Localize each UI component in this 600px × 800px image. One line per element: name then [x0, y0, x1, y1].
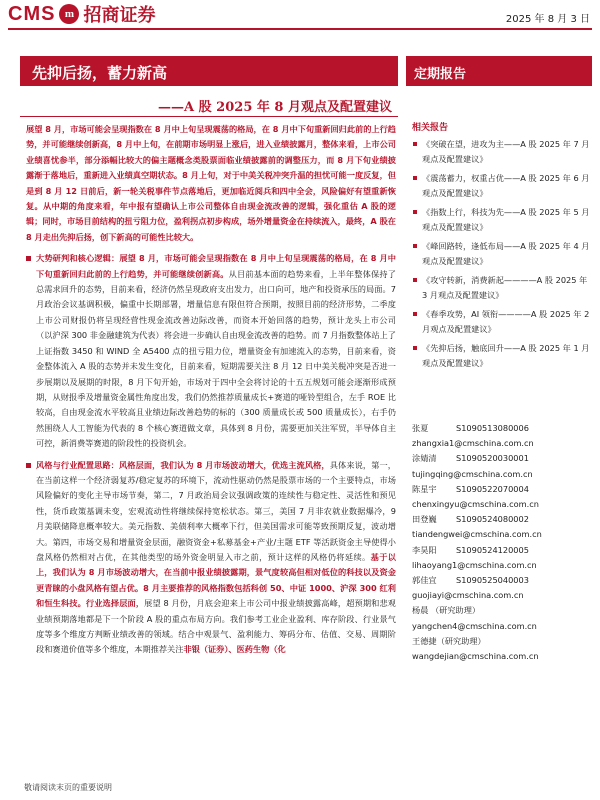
subtitle-divider — [20, 116, 398, 117]
style-recommend: 基于以上，我们认为 8 月市场波动增大，在当前中报业绩披露期，景气度较高但相对低位的科技以及资金更青睐的小盘风格有望占优。8 月主要推荐的风格指数包括科创 50、中证 1000、沪深 300 红利和恒生科技。行业选择层面， — [36, 551, 396, 609]
analyst-email[interactable]: wangdejian@cmschina.com.cn — [412, 651, 539, 662]
trend-body: 从目前基本面的趋势来看，上半年整体保持了总需求回升的态势，目前来看，经济仍然呈现政府支出发力，出口向可，地产和投资承压的局面。7 月政治会议基调积极，偏重中长期部署，增量信息有限但符合预期，按照目前的经济形势，二季度上市公司财报仍将呈现经营性现金流改善边际改善，而资本开始回落的趋势，预计龙头上市公司（以沪深 300 非金融建筑为代表）将会进一步确认自由现金流改善的趋势。而 7 月指数整体站上了上证指数 3450 和 WIND 全 A5400 点的扭亏阻力位，增量资金有加速流入的态势，目前来看，资金整体流入 A 股的态势并未发生变化，目前来看，短期需要关注 8 月 12 日中美关税冲突是否进一步展期以及展期的时限，8 月下旬开始，市场对于四中全会将讨论的十五五规划可能会逐渐形成预期，从财报季及增量资金属性角度出发，我们仍然推荐质量成长+赛道的哑铃型组合，左手 ROE 比较高，自由现金流水平较高且业绩边际改善趋势的标的（300 质量成长或 500 质量成长），右手仍然围绕人人工智能为代表的 8 个核心赛道做文章，具体到 8 月份，需要更加关注军贸，半导体自主可控，新消费等赛道的阶段性的投资机会。 — [36, 268, 396, 449]
logo-text: CMS — [8, 2, 56, 25]
analyst-name: 陈星宇 — [412, 483, 437, 494]
style-body: 具体来说，第一，在当前这样一个经济弱复苏/稳定复苏的环境下，流动性驱动仍然是股票市场的一个主要特点，市场风险偏好的变化主导市场节奏，第二，7 月政治局会议强调政策的连续性与稳定性、灵活性和预见性，货币政策基调未变，宏观流动性将继续保持宽松状态。第三，美国 7 月非农就业数据爆冷，9 月美联储降息概率较大。美元指数、美债利率大概率下行，但美国需求可能等致预期反复，波动增大。第四，市场交易和增量资金层面，融资资金+私募基金+产业/主题 ETF 等活跃资金主导使得小盘风格仍然相对占优，在其他类型的场外资金明显入市之前，预计这样的风格仍将延续。 — [36, 459, 396, 562]
analyst-id: S1090525040003 — [456, 575, 529, 586]
analyst-name: 田登巍 — [412, 514, 437, 525]
analyst-entry — [412, 603, 594, 633]
report-title: 先抑后扬，蓄力新高 — [32, 64, 168, 82]
related-report-item[interactable]: 《突破在望，进攻为主——A 股 2025 年 7 月观点及配置建议》 — [412, 137, 594, 167]
related-report-item[interactable]: 《震荡蓄力，权重占优——A 股 2025 年 6 月观点及配置建议》 — [412, 171, 594, 201]
analyst-entry — [412, 451, 594, 481]
analyst-id: S1090520030001 — [456, 453, 529, 464]
analyst-id: S1090522070004 — [456, 483, 529, 494]
related-report-item[interactable]: 《春季攻势，AI 领衔————A 股 2025 年 2 月观点及配置建议》 — [412, 307, 594, 337]
style-tail: 展望 8 月份，月底会迎来上市公司中报业绩披露高峰，超预期和悲观业绩预期落地都是下一个阶段 A 股的重点布局方向。我们参考工业企业盈利、库存阶段、行业景气度等多个维度方判断业绩改善的领域。结合中观景气、盈利能力、筹码分布、估值、交易、周期阶段和赛道价值等多个维度，本期推荐关注 — [36, 598, 396, 655]
trend-paragraph — [26, 251, 396, 451]
footer-disclaimer: 敬请阅读末页的重要说明 — [24, 783, 112, 792]
related-reports-label: 相关报告 — [412, 123, 449, 133]
logo-mark-icon: m — [59, 4, 79, 24]
analyst-email[interactable]: zhangxia1@cmschina.com.cn — [412, 438, 534, 449]
analyst-name: 王德捷（研究助理） — [412, 635, 486, 646]
company-logo — [8, 2, 155, 26]
analyst-entry — [412, 512, 594, 542]
analyst-id: S1090524120005 — [456, 544, 529, 555]
analyst-id: S1090513080006 — [456, 423, 529, 433]
analyst-name: 李昊阳 — [412, 544, 437, 555]
company-name: 招商证券 — [83, 5, 156, 26]
report-date: 2025 年 8 月 3 日 — [505, 14, 590, 25]
analyst-email[interactable]: yangchen4@cmschina.com.cn — [412, 620, 537, 631]
analyst-name: 张夏 — [412, 423, 429, 433]
related-report-item[interactable]: 《峰回路转，逢低布局——A 股 2025 年 4 月观点及配置建议》 — [412, 239, 594, 269]
analyst-email[interactable]: lihaoyang1@cmschina.com.cn — [412, 559, 537, 570]
analyst-name: 郭佳宜 — [412, 575, 437, 586]
analyst-email[interactable]: tiandengwei@cmschina.com.cn — [412, 529, 542, 540]
style-paragraph — [26, 458, 396, 658]
analyst-entry — [412, 634, 594, 664]
report-subtitle: ——A 股 2025 年 8 月观点及配置建议 — [158, 100, 392, 115]
related-reports — [412, 120, 594, 375]
related-report-item[interactable]: 《先抑后扬，触底回升——A 股 2025 年 1 月观点及配置建议》 — [412, 341, 594, 371]
analyst-email[interactable]: chenxingyu@cmschina.com.cn — [412, 499, 539, 510]
related-report-item[interactable]: 《攻守转新，消费新起————A 股 2025 年 3 月观点及配置建议》 — [412, 273, 594, 303]
related-report-item[interactable]: 《指数上行，科技为先——A 股 2025 年 5 月观点及配置建议》 — [412, 205, 594, 235]
analyst-name: 杨晨 （研究助理） — [412, 605, 481, 616]
analyst-id: S1090524080002 — [456, 514, 529, 525]
analyst-entry — [412, 482, 594, 512]
analyst-entry — [412, 421, 594, 451]
report-type: 定期报告 — [414, 67, 467, 82]
analyst-name: 涂婧清 — [412, 453, 437, 464]
title-banner — [20, 56, 398, 86]
summary-paragraph: 展望 8 月，市场可能会呈现指数在 8 月中上旬呈现震荡的格局，在 8 月中下旬重新回归此前的上行趋势，并可能继续创新高，8 月中上旬，在前期市场明显上涨后，进入业绩披露月，整体来看，上市公司业绩喜忧参半，部分添幅比较大的偏主题概念类股票面临业绩披露前的调整压力，而 8 月下旬业绩披露渐于落地后，重新进入业绩真空期状态。8 月上旬，对于中美关税冲突升温的担忧可能一度反复，但是到 8 月 12 日前后，新一轮关税事件节点落地后，更加临近阅兵和四中全会，风险偏好有望重新恢复。从中期的角度来看，年中报有望确认上市公司整体自由现金流改善的逻辑，强化重估 A 股的逻辑；同时，市场目前结构的扭亏阻力位，盈利拐点初步构成，场外增量资金在持续流入，最终，A 股在 8 月走出先抑后扬，创下新高的可能性比较大。 — [26, 124, 396, 242]
style-tail-red: 非银（证券）、医药生物（化 — [183, 644, 286, 655]
main-content — [26, 122, 396, 664]
page-header — [0, 0, 600, 40]
analyst-list — [412, 421, 594, 664]
style-lead: 风格与行业配置思路：风格层面，我们认为 8 月市场波动增大，优选主流风格， — [36, 459, 330, 470]
trend-lead: 大势研判和核心逻辑：展望 8 月，市场可能会呈现指数在 8 月中上旬呈现震荡的格局，在 8 月中下旬重新回归此前的上行趋势，并可能继续创新高。 — [36, 253, 396, 279]
analyst-entry — [412, 573, 594, 603]
analyst-email[interactable]: tujingqing@cmschina.com.cn — [412, 468, 533, 479]
analyst-email[interactable]: guojiayi@cmschina.com.cn — [412, 590, 524, 601]
report-type-banner — [406, 56, 592, 86]
analyst-entry — [412, 543, 594, 573]
header-divider — [8, 28, 592, 30]
